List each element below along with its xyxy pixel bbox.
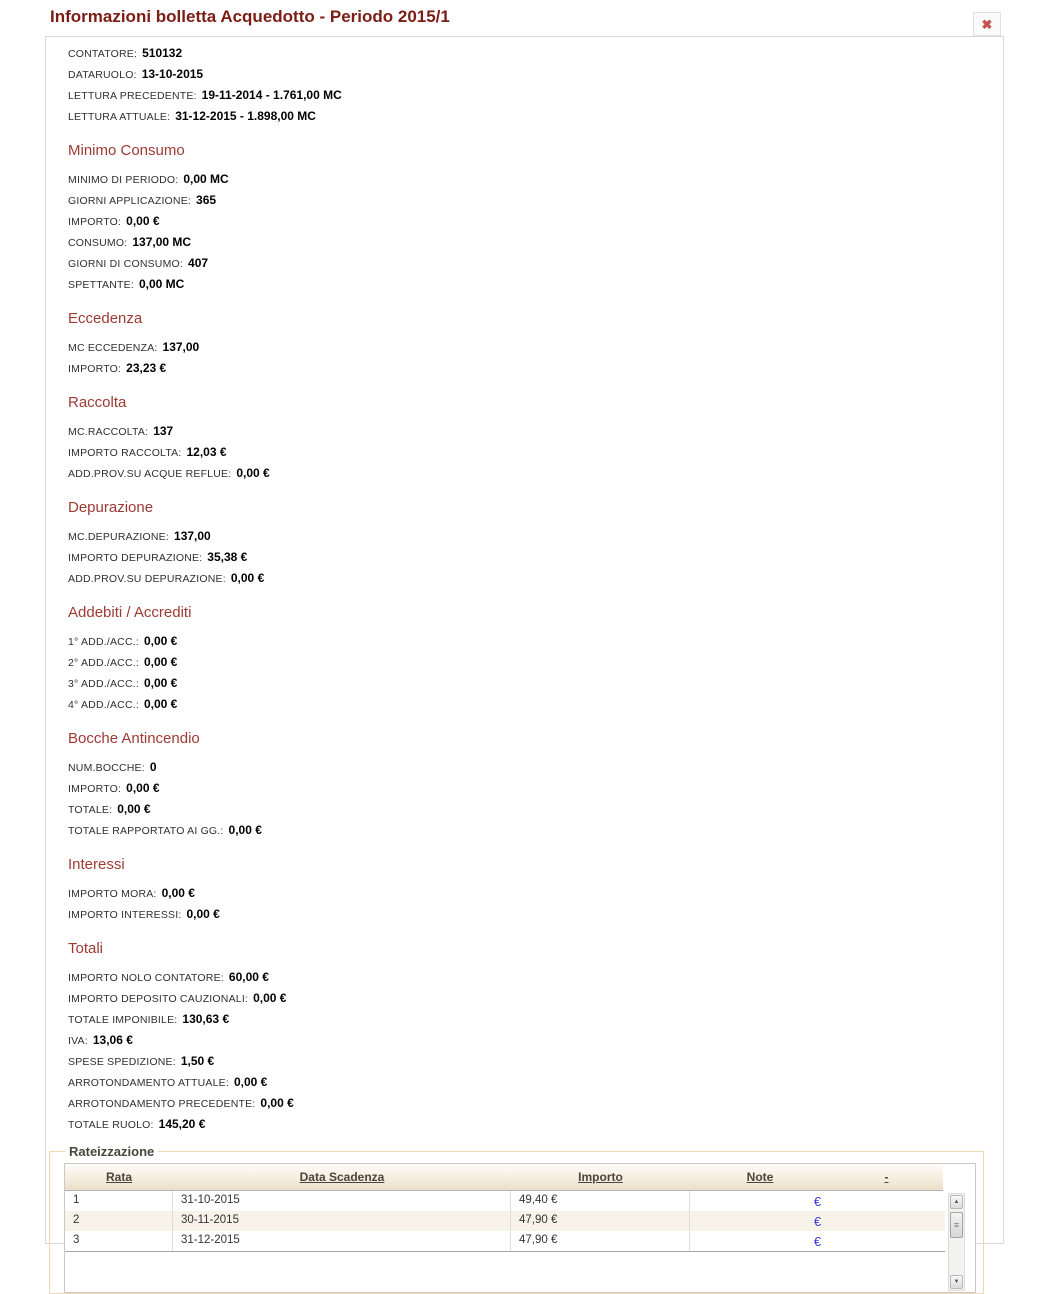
- field-value: 12,03 €: [186, 445, 227, 459]
- section-depurazione: [68, 499, 1003, 589]
- field-label: MINIMO DI PERIODO:: [68, 174, 179, 186]
- field-line: [68, 274, 1003, 295]
- installments-grid: [64, 1163, 976, 1293]
- cell-rata: 3: [65, 1231, 173, 1251]
- field-line: [68, 1009, 1003, 1030]
- column-header-label: -: [884, 1170, 889, 1184]
- field-value: 407: [188, 256, 209, 270]
- field-line: [68, 1093, 1003, 1114]
- field-value: 130,63 €: [182, 1012, 230, 1026]
- field-label: IMPORTO DEPURAZIONE:: [68, 552, 203, 564]
- field-label: IMPORTO RACCOLTA:: [68, 447, 182, 459]
- table-scrollbar[interactable]: [948, 1193, 965, 1291]
- field-line: [68, 904, 1003, 925]
- field-label: IMPORTO:: [68, 363, 122, 375]
- field-line: [68, 463, 1003, 484]
- field-line: [68, 883, 1003, 904]
- field-line: [68, 631, 1003, 652]
- field-label: GIORNI DI CONSUMO:: [68, 258, 184, 270]
- field-value: 19-11-2014 - 1.761,00 MC: [201, 88, 342, 102]
- field-line: [68, 337, 1003, 358]
- note-euro-link[interactable]: €: [813, 1234, 822, 1249]
- note-euro-link[interactable]: €: [813, 1214, 822, 1229]
- section-heading: Interessi: [68, 856, 125, 873]
- scroll-up-button[interactable]: [950, 1195, 963, 1209]
- field-label: ADD.PROV.SU ACQUE REFLUE:: [68, 468, 232, 480]
- scroll-thumb[interactable]: [950, 1212, 963, 1238]
- field-line: [68, 694, 1003, 715]
- column-header-label: Data Scadenza: [299, 1170, 385, 1184]
- field-line: [68, 1051, 1003, 1072]
- field-label: IVA:: [68, 1035, 88, 1047]
- field-value: 0,00 €: [117, 802, 151, 816]
- field-label: 3° ADD./ACC.:: [68, 678, 139, 690]
- field-label: IMPORTO NOLO CONTATORE:: [68, 972, 224, 984]
- field-line: [68, 547, 1003, 568]
- field-value: 0,00 €: [143, 655, 178, 669]
- field-value: 137,00 MC: [132, 235, 192, 249]
- scroll-down-button[interactable]: [950, 1275, 963, 1289]
- section-heading: Eccedenza: [68, 310, 143, 327]
- column-header-label: Rata: [105, 1170, 132, 1184]
- field-label: SPETTANTE:: [68, 279, 134, 291]
- field-label: MC.DEPURAZIONE:: [68, 531, 170, 543]
- field-label: CONTATORE:: [68, 48, 138, 60]
- meter-readings-block: [68, 43, 1003, 127]
- field-value: 0,00 €: [143, 634, 178, 648]
- field-value: 510132: [142, 46, 183, 60]
- field-label: ARROTONDAMENTO PRECEDENTE:: [68, 1098, 256, 1110]
- table-row[interactable]: [65, 1231, 945, 1251]
- arrow-up-icon: ▲: [953, 1199, 960, 1205]
- field-line: [68, 988, 1003, 1009]
- field-line: [68, 568, 1003, 589]
- field-line: [68, 799, 1003, 820]
- field-label: LETTURA ATTUALE:: [68, 111, 171, 123]
- field-value: 365: [196, 193, 217, 207]
- field-value: 137,00: [174, 529, 211, 543]
- section-raccolta: [68, 394, 1003, 484]
- field-label: 4° ADD./ACC.:: [68, 699, 139, 711]
- field-value: 0,00 €: [230, 571, 265, 585]
- field-value: 1,50 €: [180, 1054, 215, 1068]
- column-header-note[interactable]: [690, 1164, 830, 1190]
- section-heading: Raccolta: [68, 394, 127, 411]
- field-line: [68, 43, 1003, 64]
- cell-data-scadenza: 30-11-2015: [173, 1211, 511, 1231]
- field-line: [68, 1072, 1003, 1093]
- section-heading: Totali: [68, 940, 104, 957]
- field-line: [68, 85, 1003, 106]
- section-addebiti-accrediti: [68, 604, 1003, 715]
- field-value: 0,00 €: [161, 886, 195, 900]
- thumb-grip-icon: ≡: [953, 1219, 960, 1230]
- field-label: ARROTONDAMENTO ATTUALE:: [68, 1077, 229, 1089]
- page-title: Informazioni bolletta Acquedotto - Periodo 2015/1: [50, 7, 450, 26]
- column-header-data-scadenza[interactable]: [173, 1164, 511, 1190]
- installments-grid-header: [65, 1164, 943, 1191]
- field-value: 145,20 €: [158, 1117, 206, 1131]
- field-label: SPESE SPEDIZIONE:: [68, 1056, 176, 1068]
- field-line: [68, 106, 1003, 127]
- field-line: [68, 673, 1003, 694]
- cell-importo: 47,90 €: [511, 1211, 690, 1231]
- arrow-down-icon: ▼: [953, 1279, 960, 1285]
- rateizzazione-fieldset: [49, 1144, 984, 1294]
- section-eccedenza: [68, 310, 1003, 379]
- section-heading: Depurazione: [68, 499, 154, 516]
- field-line: [68, 526, 1003, 547]
- bill-info-panel: [45, 36, 1004, 1285]
- field-label: IMPORTO:: [68, 783, 122, 795]
- column-header-label: Note: [746, 1170, 774, 1184]
- field-label: MC.RACCOLTA:: [68, 426, 149, 438]
- section-heading: Bocche Antincendio: [68, 730, 200, 747]
- cell-rata: 1: [65, 1191, 173, 1211]
- cell-note: [690, 1211, 945, 1231]
- field-line: [68, 652, 1003, 673]
- field-line: [68, 169, 1003, 190]
- field-line: [68, 211, 1003, 232]
- field-value: 23,23 €: [126, 361, 167, 375]
- field-value: 0,00 MC: [138, 277, 185, 291]
- field-value: 60,00 €: [228, 970, 269, 984]
- field-label: GIORNI APPLICAZIONE:: [68, 195, 192, 207]
- cell-data-scadenza: 31-12-2015: [173, 1231, 511, 1251]
- table-row[interactable]: [65, 1191, 945, 1211]
- field-value: 137,00: [162, 340, 200, 354]
- field-label: TOTALE RUOLO:: [68, 1119, 154, 1131]
- field-label: 1° ADD./ACC.:: [68, 636, 139, 648]
- field-line: [68, 442, 1003, 463]
- field-label: ADD.PROV.SU DEPURAZIONE:: [68, 573, 226, 585]
- field-label: TOTALE:: [68, 804, 113, 816]
- field-value: 0,00 €: [126, 781, 160, 795]
- field-line: [68, 1114, 1003, 1135]
- field-label: TOTALE IMPONIBILE:: [68, 1014, 178, 1026]
- field-line: [68, 757, 1003, 778]
- bill-info-content: [46, 37, 1003, 1135]
- field-value: 0,00 €: [143, 676, 178, 690]
- section-minimo-consumo: [68, 142, 1003, 295]
- table-row[interactable]: [65, 1211, 945, 1231]
- field-line: [68, 358, 1003, 379]
- field-line: [68, 190, 1003, 211]
- field-line: [68, 778, 1003, 799]
- field-line: [68, 820, 1003, 841]
- field-value: 35,38 €: [207, 550, 248, 564]
- field-label: CONSUMO:: [68, 237, 128, 249]
- close-button[interactable]: [973, 12, 1001, 36]
- bill-sections: [68, 142, 1003, 1135]
- field-line: [68, 253, 1003, 274]
- field-value: 0,00 MC: [183, 172, 229, 186]
- field-value: 31-12-2015 - 1.898,00 MC: [175, 109, 316, 123]
- cell-data-scadenza: 31-10-2015: [173, 1191, 511, 1211]
- field-value: 137: [153, 424, 174, 438]
- section-interessi: [68, 856, 1003, 925]
- field-label: MC ECCEDENZA:: [68, 342, 158, 354]
- cell-note: [690, 1231, 945, 1251]
- field-line: [68, 967, 1003, 988]
- section-totali: [68, 940, 1003, 1135]
- cell-importo: 47,90 €: [511, 1231, 690, 1251]
- cell-importo: 49,40 €: [511, 1191, 690, 1211]
- section-bocche-antincendio: [68, 730, 1003, 841]
- field-value: 0,00 €: [233, 1075, 268, 1089]
- field-label: IMPORTO DEPOSITO CAUZIONALI:: [68, 993, 249, 1005]
- field-line: [68, 232, 1003, 253]
- field-value: 13-10-2015: [141, 67, 204, 81]
- field-line: [68, 421, 1003, 442]
- field-value: 0,00 €: [236, 466, 270, 480]
- cell-rata: 2: [65, 1211, 173, 1231]
- column-header-label: Importo: [578, 1170, 623, 1184]
- section-heading: Addebiti / Accrediti: [68, 604, 192, 621]
- note-euro-link[interactable]: €: [813, 1194, 822, 1209]
- field-label: IMPORTO INTERESSI:: [68, 909, 182, 921]
- field-value: 0,00 €: [143, 697, 178, 711]
- column-header-extra[interactable]: [830, 1164, 943, 1190]
- close-icon: ✖: [981, 16, 993, 32]
- section-heading: Minimo Consumo: [68, 142, 185, 159]
- field-label: NUM.BOCCHE:: [68, 762, 145, 774]
- field-label: 2° ADD./ACC.:: [68, 657, 139, 669]
- installments-grid-rows: [65, 1191, 945, 1252]
- field-label: IMPORTO MORA:: [68, 888, 157, 900]
- field-label: IMPORTO:: [68, 216, 122, 228]
- rateizzazione-legend: Rateizzazione: [69, 1144, 155, 1159]
- column-header-rata[interactable]: [65, 1164, 173, 1190]
- field-value: 0,00 €: [228, 823, 262, 837]
- field-value: 0,00 €: [253, 991, 287, 1005]
- field-value: 0,00 €: [126, 214, 160, 228]
- field-value: 0,00 €: [186, 907, 220, 921]
- field-value: 0: [149, 760, 157, 774]
- field-label: LETTURA PRECEDENTE:: [68, 90, 197, 102]
- field-line: [68, 1030, 1003, 1051]
- column-header-importo[interactable]: [511, 1164, 690, 1190]
- cell-note: [690, 1191, 945, 1211]
- field-value: 0,00 €: [260, 1096, 294, 1110]
- field-label: DATARUOLO:: [68, 69, 137, 81]
- field-value: 13,06 €: [92, 1033, 133, 1047]
- field-label: TOTALE RAPPORTATO AI GG.:: [68, 825, 224, 837]
- field-line: [68, 64, 1003, 85]
